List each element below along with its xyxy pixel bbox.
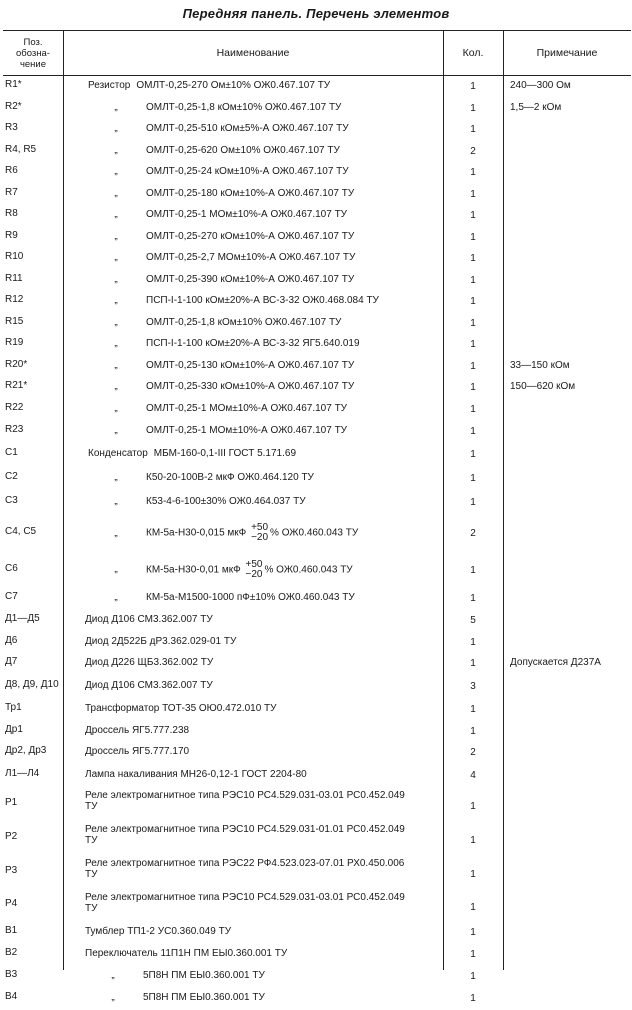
cell-name-prefix: „ <box>114 564 118 576</box>
cell-name <box>85 948 457 959</box>
cell-quantity: 1 <box>470 993 476 1004</box>
cell-name-text: ОМЛТ-0,25-330 кОм±10%-А ОЖ0.467.107 ТУ <box>146 381 355 392</box>
cell-quantity: 1 <box>470 102 476 114</box>
table-row <box>3 313 631 334</box>
cell-position: R20* <box>5 358 28 370</box>
cell-name-text: КМ-5а-Н30-0,015 мкФ <box>146 527 247 539</box>
cell-position: R23 <box>5 423 24 435</box>
table-row <box>3 721 631 742</box>
table-row <box>3 399 631 420</box>
cell-note: 240—300 Ом <box>510 80 571 91</box>
cell-name <box>88 252 460 263</box>
cell-quantity: 1 <box>470 835 476 846</box>
cell-position: R9 <box>5 229 18 241</box>
cell-name-text: КМ-5а-М1500-1000 пФ±10% ОЖ0.460.043 ТУ <box>146 592 355 603</box>
cell-name-prefix: „ <box>114 230 118 242</box>
cell-name <box>88 295 460 306</box>
cell-position: С1 <box>5 446 18 458</box>
cell-position: Др2, Др3 <box>5 745 47 756</box>
cell-quantity: 2 <box>470 145 476 157</box>
cell-position: R1* <box>5 79 22 90</box>
cell-name-text: ОМЛТ-0,25-130 кОм±10%-А ОЖ0.467.107 ТУ <box>146 359 355 371</box>
cell-position: С3 <box>5 495 18 506</box>
cell-name-text: Реле электромагнитное типа РЭС10 РС4.529.031-03.01 РС0.452.049 ТУ <box>85 790 405 812</box>
cell-quantity: 1 <box>470 296 476 307</box>
cell-position: R2* <box>5 100 22 112</box>
cell-name-prefix: „ <box>114 123 118 134</box>
cell-name <box>88 560 460 580</box>
cell-name <box>88 523 460 543</box>
cell-position: Р3 <box>5 865 18 876</box>
cell-name <box>85 614 457 625</box>
cell-name-text: Трансформатор ТОТ-35 ОЮ0.472.010 ТУ <box>85 702 277 714</box>
cell-note: 33—150 кОм <box>510 359 570 371</box>
cell-position: R6 <box>5 165 18 176</box>
cell-name-text: Диод Д226 ЩБ3.362.002 ТУ <box>85 657 214 668</box>
cell-name-text: 5П8Н ПМ ЕЫ0.360.001 ТУ <box>143 970 265 981</box>
cell-position: С7 <box>5 591 18 602</box>
cell-name <box>88 231 460 242</box>
cell-name-text: ОМЛТ-0,25-270 Ом±10% ОЖ0.467.107 ТУ <box>136 80 331 91</box>
cell-quantity: 1 <box>470 902 476 913</box>
table-row <box>3 944 631 966</box>
table-row <box>3 98 631 119</box>
table-row <box>3 248 631 270</box>
cell-position: В2 <box>5 947 18 958</box>
cell-quantity: 1 <box>470 801 476 812</box>
cell-name-prefix: „ <box>114 359 118 371</box>
cell-quantity: 5 <box>470 615 476 626</box>
cell-name-text: Диод Д106 СМ3.362.007 ТУ <box>85 614 213 625</box>
cell-name <box>85 858 405 880</box>
cell-position: В4 <box>5 991 18 1002</box>
cell-name <box>88 188 460 199</box>
cell-position: R15 <box>5 315 24 327</box>
cell-name <box>88 209 460 220</box>
cell-quantity: 1 <box>470 339 476 350</box>
cell-name <box>88 317 460 328</box>
column-divider <box>503 30 504 970</box>
cell-quantity: 1 <box>470 188 476 200</box>
cell-name-text: ОМЛТ-0,25-510 кОм±5%-А ОЖ0.467.107 ТУ <box>146 123 349 134</box>
cell-position: R3 <box>5 122 18 133</box>
cell-quantity: 1 <box>470 636 476 648</box>
cell-quantity: 1 <box>470 593 476 604</box>
cell-quantity: 1 <box>470 725 476 737</box>
cell-name <box>85 703 457 714</box>
cell-name-text: Реле электромагнитное типа РЭС10 РС4.529.031-03.01 РС0.452.049 ТУ <box>85 892 405 914</box>
table-row <box>3 466 631 491</box>
header-position: Поз. обозна- чение <box>16 36 50 70</box>
cell-name-prefix: „ <box>111 992 115 1003</box>
cell-name-prefix: „ <box>114 424 118 436</box>
cell-name <box>85 970 457 981</box>
table-row <box>3 443 631 466</box>
cell-quantity: 1 <box>470 403 476 415</box>
cell-quantity: 1 <box>470 231 476 243</box>
header-note: Примечание <box>536 46 598 59</box>
cell-position: Тр1 <box>5 701 22 713</box>
cell-name <box>85 657 457 668</box>
cell-name <box>85 746 457 757</box>
cell-name-prefix: „ <box>114 144 118 156</box>
cell-quantity: 1 <box>470 448 476 460</box>
cell-name-text: Переключатель 11П1Н ПМ ЕЫ0.360.001 ТУ <box>85 948 288 959</box>
cell-position: Р2 <box>5 831 18 842</box>
table-row <box>3 922 631 944</box>
cell-position: R8 <box>5 208 18 219</box>
cell-note: 1,5—2 кОм <box>510 101 562 113</box>
table-row <box>3 377 631 399</box>
cell-name-text: ОМЛТ-0,25-1 МОм±10%-А ОЖ0.467.107 ТУ <box>146 209 348 220</box>
cell-quantity: 1 <box>470 360 476 372</box>
table-row <box>3 162 631 184</box>
table-body <box>3 76 631 1010</box>
cell-name-text: ПСП-I-1-100 кОм±20%-А ВС-3-32 ОЖ0.468.084 ТУ <box>146 295 379 306</box>
cell-name-prefix: „ <box>114 402 118 414</box>
cell-name <box>85 680 457 691</box>
cell-name-text: КМ-5а-Н30-0,01 мкФ <box>146 564 241 576</box>
cell-position: R10 <box>5 251 24 262</box>
tolerance-upper: +50 <box>245 558 263 570</box>
table-row <box>3 334 631 356</box>
cell-name-text: 5П8Н ПМ ЕЫ0.360.001 ТУ <box>143 992 265 1003</box>
cell-name <box>88 80 460 91</box>
cell-name <box>88 592 460 603</box>
cell-name-prefix: „ <box>114 187 118 199</box>
cell-name-suffix: % ОЖ0.460.043 ТУ <box>264 564 353 576</box>
cell-position: Д1—Д5 <box>5 613 40 624</box>
cell-quantity: 1 <box>470 317 476 329</box>
cell-name-text: ОМЛТ-0,25-270 кОм±10%-А ОЖ0.467.107 ТУ <box>146 230 355 242</box>
cell-name <box>85 725 457 736</box>
cell-name-suffix: % ОЖ0.460.043 ТУ <box>270 527 359 539</box>
cell-position: Д6 <box>5 634 18 646</box>
table-row <box>3 119 631 141</box>
table-row <box>3 291 631 313</box>
table-row <box>3 184 631 205</box>
cell-quantity: 1 <box>470 658 476 669</box>
cell-position: R19 <box>5 337 24 348</box>
cell-name-text: Реле электромагнитное типа РЭС10 РС4.529.031-01.01 РС0.452.049 ТУ <box>85 824 405 846</box>
cell-quantity: 1 <box>470 869 476 880</box>
table-row <box>3 966 631 988</box>
cell-name-text: МБМ-160-0,1-III ГОСТ 5.171.69 <box>153 447 297 459</box>
cell-name-prefix: „ <box>114 316 118 328</box>
cell-position: Др1 <box>5 723 23 735</box>
cell-name <box>88 166 460 177</box>
table-header <box>3 30 631 76</box>
cell-name <box>88 102 460 113</box>
table-row <box>3 553 631 588</box>
table-row <box>3 822 631 856</box>
cell-name <box>88 496 460 507</box>
cell-quantity: 1 <box>470 382 476 393</box>
elements-table <box>3 30 631 1010</box>
table-row <box>3 356 631 377</box>
cell-quantity: 1 <box>470 949 476 960</box>
cell-position: Д8, Д9, Д10 <box>5 678 59 690</box>
cell-position: Д7 <box>5 656 18 667</box>
header-quantity: Кол. <box>462 46 484 59</box>
cell-name <box>85 892 405 914</box>
cell-name-prefix: „ <box>111 970 115 981</box>
tolerance-lower: −20 <box>251 532 269 543</box>
cell-name <box>88 274 460 285</box>
cell-name-prefix: „ <box>114 166 118 177</box>
cell-position: R22 <box>5 401 24 413</box>
table-row <box>3 205 631 227</box>
table-row <box>3 653 631 675</box>
cell-name <box>88 145 460 156</box>
cell-name-text: ОМЛТ-0,25-620 Ом±10% ОЖ0.467.107 ТУ <box>146 144 340 156</box>
table-row <box>3 76 631 98</box>
table-row <box>3 610 631 632</box>
header-name: Наименование <box>216 46 290 59</box>
cell-quantity: 1 <box>470 703 476 715</box>
cell-quantity: 1 <box>470 497 476 508</box>
tolerance-upper: +50 <box>251 522 269 533</box>
cell-name-text: ОМЛТ-0,25-1,8 кОм±10% ОЖ0.467.107 ТУ <box>146 101 342 113</box>
cell-name-text: ОМЛТ-0,25-180 кОм±10%-А ОЖ0.467.107 ТУ <box>146 187 355 199</box>
cell-position: R11 <box>5 272 23 284</box>
cell-note: Допускается Д237А <box>510 657 601 668</box>
cell-position: С4, С5 <box>5 526 37 537</box>
cell-name-prefix: „ <box>114 338 118 349</box>
cell-name <box>88 448 460 459</box>
cell-name <box>88 338 460 349</box>
cell-name-text: Диод 2Д522Б дР3.362.029-01 ТУ <box>85 635 237 647</box>
cell-name-text: ПСП-I-1-100 кОм±20%-А ВС-3-32 ЯГ5.640.019 <box>146 338 360 349</box>
cell-quantity: 1 <box>470 472 476 484</box>
cell-name <box>88 381 460 392</box>
page-title: Передняя панель. Перечень элементов <box>182 6 450 21</box>
column-divider <box>63 30 64 970</box>
cell-name <box>85 824 405 846</box>
tolerance-fraction <box>251 523 268 543</box>
table-row <box>3 742 631 764</box>
cell-quantity: 4 <box>470 770 476 781</box>
table-row <box>3 890 631 922</box>
table-row <box>3 491 631 515</box>
cell-name-prefix: „ <box>114 496 118 507</box>
cell-name <box>85 926 457 937</box>
cell-name-text: ОМЛТ-0,25-1 МОм±10%-А ОЖ0.467.107 ТУ <box>146 424 348 436</box>
cell-name-text: Дроссель ЯГ5.777.170 <box>85 746 190 757</box>
cell-note: 150—620 кОм <box>510 381 576 392</box>
cell-name-prefix: „ <box>114 209 118 220</box>
cell-name-text: Дроссель ЯГ5.777.238 <box>85 724 190 736</box>
cell-position: R21* <box>5 380 28 391</box>
cell-position: R7 <box>5 186 18 198</box>
cell-quantity: 2 <box>470 528 476 539</box>
cell-position: Р4 <box>5 898 18 909</box>
cell-name <box>85 992 457 1003</box>
table-row <box>3 588 631 610</box>
table-row <box>3 675 631 698</box>
cell-position: Р1 <box>5 797 18 808</box>
cell-name-prefix: „ <box>114 252 118 263</box>
cell-name <box>85 790 405 812</box>
cell-name <box>88 403 460 414</box>
cell-quantity: 1 <box>470 210 476 221</box>
cell-position: С6 <box>5 562 18 574</box>
table-row <box>3 227 631 248</box>
cell-name-prefix: Резистор <box>88 80 131 91</box>
cell-name <box>88 472 460 483</box>
column-divider <box>443 30 444 970</box>
cell-name-prefix: „ <box>114 101 118 113</box>
cell-name-prefix: „ <box>114 527 118 539</box>
cell-name-text: ОМЛТ-0,25-2,7 МОм±10%-А ОЖ0.467.107 ТУ <box>146 252 356 263</box>
tolerance-fraction <box>246 560 263 580</box>
cell-name-text: Тумблер ТП1-2 УС0.360.049 ТУ <box>85 926 232 937</box>
table-row <box>3 420 631 443</box>
table-row <box>3 788 631 822</box>
cell-name-prefix: „ <box>114 295 118 306</box>
cell-position: В1 <box>5 925 18 936</box>
cell-quantity: 1 <box>470 927 476 938</box>
cell-quantity: 1 <box>470 971 476 982</box>
cell-name-prefix: Конденсатор <box>88 447 148 459</box>
cell-name-text: Реле электромагнитное типа РЭС22 РФ4.523.023-07.01 РХ0.450.006 ТУ <box>85 858 405 880</box>
cell-name-text: ОМЛТ-0,25-390 кОм±10%-А ОЖ0.467.107 ТУ <box>146 273 355 285</box>
cell-name <box>88 425 460 436</box>
cell-position: R4, R5 <box>5 143 37 155</box>
cell-name <box>85 636 457 647</box>
cell-name-prefix: „ <box>114 471 118 483</box>
cell-quantity: 1 <box>470 425 476 437</box>
cell-name-text: ОМЛТ-0,25-24 кОм±10%-А ОЖ0.467.107 ТУ <box>146 166 349 177</box>
tolerance-lower: −20 <box>245 568 263 580</box>
cell-position: R12 <box>5 294 24 305</box>
table-row <box>3 632 631 653</box>
cell-quantity: 1 <box>470 81 476 92</box>
cell-name-text: Лампа накаливания МН26-0,12-1 ГОСТ 2204-80 <box>85 769 307 780</box>
cell-quantity: 2 <box>470 747 476 758</box>
table-row <box>3 141 631 162</box>
cell-name-prefix: „ <box>114 381 118 392</box>
cell-name-text: К50-20-100В-2 мкФ ОЖ0.464.120 ТУ <box>146 471 314 483</box>
table-row <box>3 270 631 291</box>
cell-name <box>88 123 460 134</box>
table-row <box>3 764 631 788</box>
cell-quantity: 1 <box>470 167 476 178</box>
cell-name-prefix: „ <box>114 592 118 603</box>
cell-name-prefix: „ <box>114 273 118 285</box>
cell-quantity: 1 <box>470 274 476 286</box>
table-row <box>3 856 631 890</box>
cell-name-text: ОМЛТ-0,25-1,8 кОм±10% ОЖ0.467.107 ТУ <box>146 316 342 328</box>
cell-name-text: К53-4-6-100±30% ОЖ0.464.037 ТУ <box>146 496 306 507</box>
table-row <box>3 515 631 553</box>
table-row <box>3 988 631 1010</box>
cell-quantity: 1 <box>470 253 476 264</box>
cell-position: С2 <box>5 470 18 482</box>
cell-quantity: 1 <box>470 124 476 135</box>
cell-position: В3 <box>5 969 18 980</box>
cell-name-text: Диод Д106 СМ3.362.007 ТУ <box>85 679 213 691</box>
cell-name <box>88 360 460 371</box>
table-row <box>3 698 631 721</box>
cell-quantity: 1 <box>470 564 476 576</box>
cell-name <box>85 769 457 780</box>
cell-position: Л1—Л4 <box>5 768 40 779</box>
cell-quantity: 3 <box>470 680 476 692</box>
cell-name-text: ОМЛТ-0,25-1 МОм±10%-А ОЖ0.467.107 ТУ <box>146 402 348 414</box>
